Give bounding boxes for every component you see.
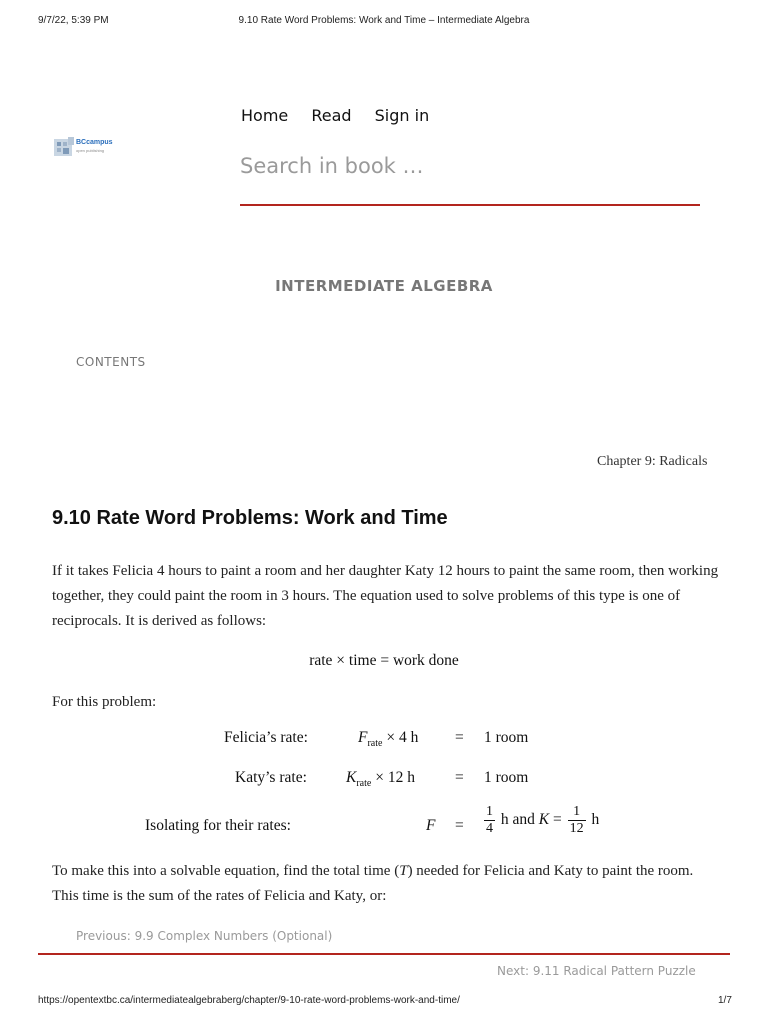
isolating-label: Isolating for their rates: <box>145 817 291 834</box>
fraction-numerator: 1 <box>568 804 586 821</box>
katy-lhs-rest: × 12 h <box>375 769 415 786</box>
solvable-text-a: To make this into a solvable equation, find the total time ( <box>52 863 400 879</box>
isolating-k-var: K <box>538 811 550 829</box>
for-this-problem-text: For this problem: <box>52 694 157 710</box>
search-placeholder: Search in book … <box>240 154 424 178</box>
felicia-rate-lhs <box>358 729 418 749</box>
contents-toggle[interactable]: CONTENTS <box>76 355 146 369</box>
isolating-rhs <box>482 804 599 837</box>
page-title: 9.10 Rate Word Problems: Work and Time <box>52 507 448 529</box>
print-url: https://opentextbc.ca/intermediatealgebraberg/chapter/9-10-rate-word-problems-work-and-time/ <box>38 995 460 1006</box>
solvable-text-b: ) needed for Felicia and Katy to paint the room. This time is the sum of the rates of Felicia and Katy, or: <box>52 863 694 904</box>
katy-rate-label: Katy’s rate: <box>235 769 307 786</box>
fraction-one-twelfth <box>568 804 586 837</box>
solvable-paragraph <box>52 859 720 909</box>
nav-home-link[interactable]: Home <box>241 106 289 125</box>
fraction-denominator: 12 <box>569 821 584 836</box>
nav-read-link[interactable]: Read <box>311 106 352 125</box>
katy-equals: = <box>455 769 464 786</box>
isolating-lhs <box>426 817 435 835</box>
felicia-rate-rhs: 1 room <box>484 729 529 746</box>
logo-text: BCcampus <box>76 139 113 146</box>
print-page-number: 1/7 <box>718 995 732 1006</box>
print-title: 9.10 Rate Word Problems: Work and Time – Intermediate Algebra <box>238 15 530 26</box>
intro-paragraph: If it takes Felicia 4 hours to paint a room and her daughter Katy 12 hours to paint the same room, then working together, they could paint the room in 3 hours. The equation used to solve problems of this type is one of reciprocals. It is derived as follows: <box>52 563 719 629</box>
book-title-link[interactable]: INTERMEDIATE ALGEBRA <box>275 277 493 295</box>
nav-sign-in-link[interactable]: Sign in <box>374 106 430 125</box>
katy-var: K <box>346 769 357 786</box>
previous-page-link[interactable]: Previous: 9.9 Complex Numbers (Optional) <box>76 929 333 943</box>
felicia-rate-label: Felicia’s rate: <box>224 729 308 746</box>
felicia-var: F <box>358 729 368 746</box>
isolating-equals: = <box>455 817 464 834</box>
fraction-numerator: 1 <box>486 804 493 819</box>
total-time-var: T <box>399 863 408 879</box>
felicia-var-sub: rate <box>367 738 383 750</box>
isolating-mid-text: h and <box>500 811 535 829</box>
katy-rate-rhs: 1 room <box>484 769 529 786</box>
pager-divider <box>38 953 730 955</box>
equation-rate-time-work: rate × time = work done <box>309 652 459 669</box>
katy-var-sub: rate <box>356 778 372 790</box>
fraction-denominator: 4 <box>486 821 493 836</box>
print-datetime: 9/7/22, 5:39 PM <box>38 15 109 26</box>
isolating-end-unit: h <box>591 811 600 829</box>
top-nav <box>241 106 447 125</box>
chapter-label: Chapter 9: Radicals <box>597 454 708 469</box>
isolating-var: F <box>426 817 436 834</box>
katy-rate-lhs <box>346 769 415 789</box>
logo-subtext: open publishing <box>76 148 105 153</box>
search-input[interactable] <box>240 150 700 206</box>
felicia-equals: = <box>455 729 464 746</box>
fraction-one-quarter <box>484 804 495 837</box>
bccampus-logo[interactable] <box>54 137 118 159</box>
felicia-lhs-rest: × 4 h <box>386 729 419 746</box>
isolating-k-equals: = <box>552 811 562 829</box>
next-page-link[interactable]: Next: 9.11 Radical Pattern Puzzle <box>497 964 696 978</box>
